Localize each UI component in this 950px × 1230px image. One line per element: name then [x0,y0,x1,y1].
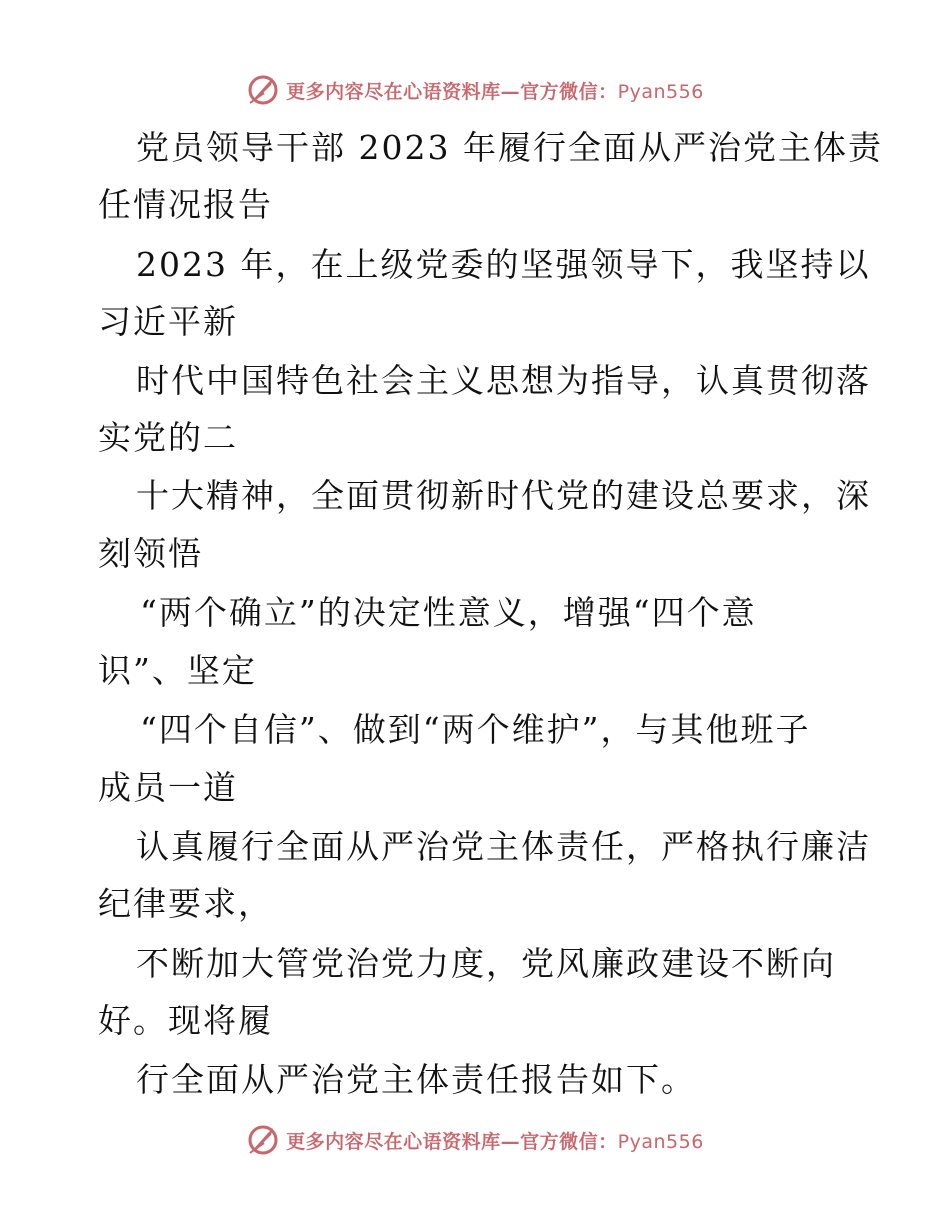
doc-line: 成员一道 [98,768,238,807]
header-banner-en: Pyan556 [617,80,704,103]
doc-line: 好。现将履 [98,1001,273,1040]
doc-line: 习近平新 [98,302,238,341]
quill-logo-icon [246,1123,280,1157]
doc-line: 纪律要求， [98,884,273,923]
footer-banner-text [286,1127,704,1154]
header-banner [0,70,950,110]
doc-line: “四个自信”、做到“两个维护”，与其他班子 [140,710,811,749]
quill-logo-icon [246,73,280,107]
doc-line: 2023 年，在上级党委的坚强领导下，我坚持以 [136,245,871,284]
footer-banner-en: Pyan556 [617,1130,704,1153]
doc-line: 十大精神，全面贯彻新时代党的建设总要求，深 [136,476,871,515]
footer-banner [0,1120,950,1160]
doc-line: 不断加大管党治党力度，党风廉政建设不断向 [136,944,836,983]
doc-line: 时代中国特色社会主义思想为指导，认真贯彻落 [136,361,871,400]
doc-line: 刻领悟 [98,534,203,573]
doc-line: 认真履行全面从严治党主体责任，严格执行廉洁 [136,827,871,866]
doc-line: 任情况报告 [98,185,273,224]
footer-banner-cn: 更多内容尽在心语资料库—官方微信： [286,1130,618,1153]
header-banner-text [286,77,704,104]
doc-line: 行全面从严治党主体责任报告如下。 [136,1060,696,1099]
doc-line: 党员领导干部 2023 年履行全面从严治党主体责 [136,128,883,167]
doc-line: “两个确立”的决定性意义，增强“四个意 [140,593,757,632]
header-banner-cn: 更多内容尽在心语资料库—官方微信： [286,80,618,103]
doc-line: 识”、坚定 [98,651,257,690]
doc-line: 实党的二 [98,418,238,457]
